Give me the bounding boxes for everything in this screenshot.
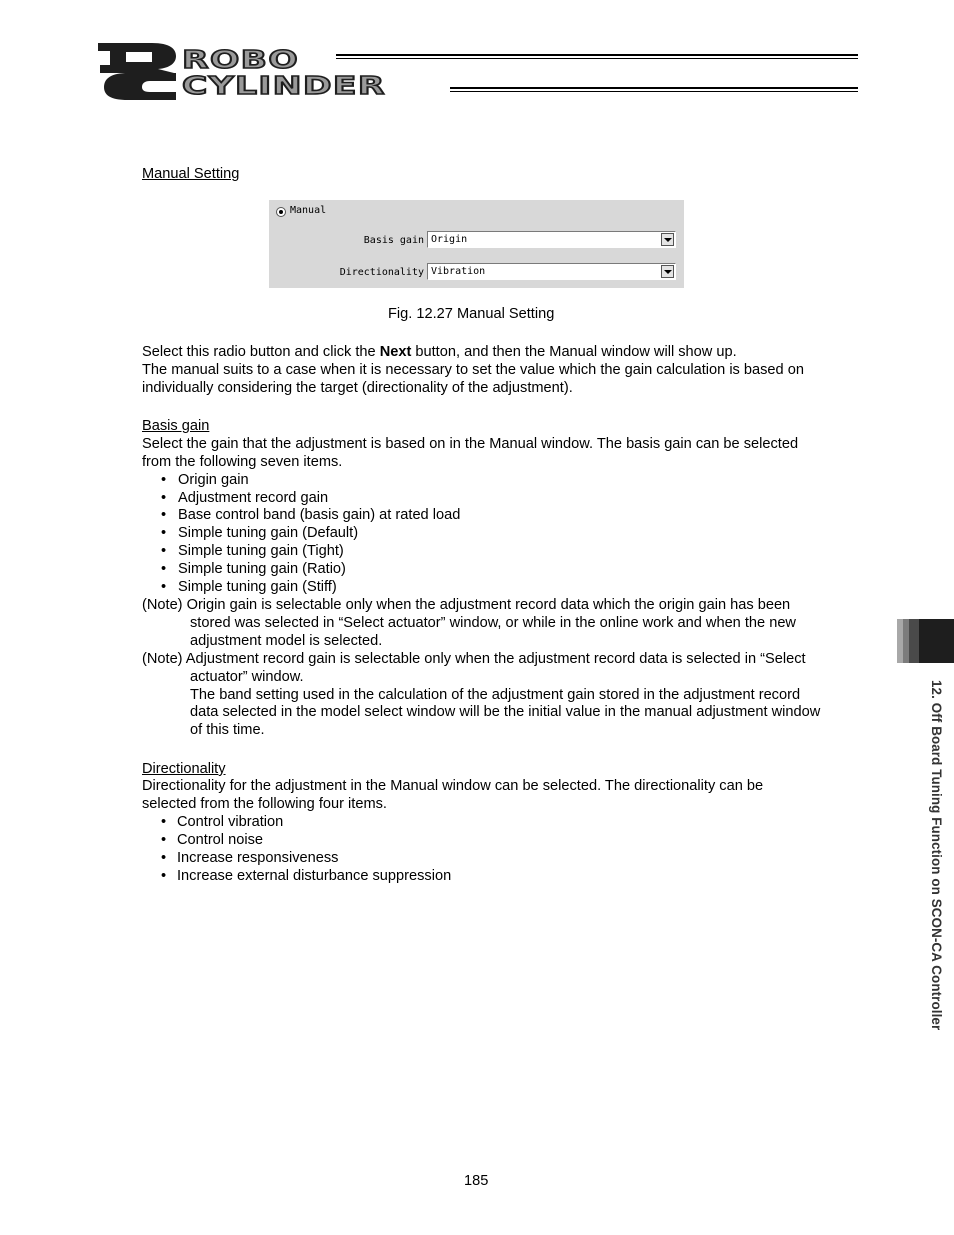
list-item: Base control band (basis gain) at rated load	[178, 507, 461, 523]
list-item: Control noise	[177, 832, 263, 848]
chapter-side-label: 12. Off Board Tuning Function on SCON-CA Controller	[929, 680, 944, 1031]
bullet: •	[161, 561, 167, 577]
bullet: •	[161, 490, 167, 506]
basis-gain-dropdown-icon[interactable]	[661, 233, 674, 246]
manual-setting-heading: Manual Setting	[142, 166, 240, 182]
list-item: Origin gain	[178, 472, 249, 488]
directionality-label: Directionality	[339, 267, 424, 278]
next-bold: Next	[379, 344, 412, 360]
manual-radio-label: Manual	[290, 205, 327, 216]
basis-gain-label: Basis gain	[363, 235, 424, 246]
directionality-intro-line1: Directionality for the adjustment in the Manual window can be selected. The directionality can be	[142, 778, 764, 794]
chapter-tab-block	[919, 619, 954, 663]
directionality-dropdown-icon[interactable]	[661, 265, 674, 278]
manual-paragraph-2-line2: individually considering the target (directionality of the adjustment).	[142, 380, 573, 396]
bullet: •	[161, 507, 167, 523]
bullet: •	[161, 832, 167, 848]
para1-before: Select this radio button and click the	[142, 344, 380, 360]
list-item: Simple tuning gain (Ratio)	[178, 561, 346, 577]
bullet: •	[161, 850, 167, 866]
manual-paragraph-1	[142, 343, 737, 361]
note2-line3: The band setting used in the calculation of the adjustment gain stored in the adjustment record	[190, 687, 801, 703]
basis-gain-select[interactable]	[427, 231, 676, 248]
list-item: Adjustment record gain	[178, 490, 329, 506]
basis-gain-intro-line1: Select the gain that the adjustment is based on in the Manual window. The basis gain can be selected	[142, 436, 799, 452]
manual-setting-figure	[269, 200, 684, 288]
note2-line1: (Note) Adjustment record gain is selectable only when the adjustment record data is selected in “Select	[142, 651, 806, 667]
list-item: Simple tuning gain (Stiff)	[178, 579, 337, 595]
list-item: Increase external disturbance suppression	[177, 868, 452, 884]
list-item: Simple tuning gain (Default)	[178, 525, 359, 541]
directionality-heading: Directionality	[142, 761, 226, 777]
directionality-value: Vibration	[431, 266, 486, 277]
rc-logo-mark	[96, 43, 178, 100]
header-rule-bottom	[450, 87, 858, 89]
robo-cylinder-logo	[96, 43, 858, 103]
figure-caption: Fig. 12.27 Manual Setting	[388, 306, 555, 322]
directionality-select[interactable]	[427, 263, 676, 280]
note2-line5: of this time.	[190, 722, 265, 738]
basis-gain-heading: Basis gain	[142, 418, 210, 434]
bullet: •	[161, 543, 167, 559]
note1-line1: (Note) Origin gain is selectable only when the adjustment record data which the origin gain has been	[142, 597, 791, 613]
para1-after: button, and then the Manual window will show up.	[411, 344, 737, 360]
bullet: •	[161, 814, 167, 830]
note2-line4: data selected in the model select window will be the initial value in the manual adjustment window	[190, 704, 821, 720]
list-item: Control vibration	[177, 814, 284, 830]
brand-robo: ROBO	[182, 45, 300, 74]
bullet: •	[161, 579, 167, 595]
page-number: 185	[464, 1173, 489, 1189]
basis-gain-intro-line2: from the following seven items.	[142, 454, 343, 470]
brand-cylinder: CYLINDER	[182, 71, 386, 100]
bullet: •	[161, 525, 167, 541]
basis-gain-value: Origin	[431, 234, 468, 245]
note1-line2: stored was selected in “Select actuator” window, or while in the online work and when the new	[190, 615, 796, 631]
manual-radio-button[interactable]	[276, 207, 286, 217]
note1-line3: adjustment model is selected.	[190, 633, 383, 649]
header-rule-top	[336, 54, 858, 56]
list-item: Simple tuning gain (Tight)	[178, 543, 344, 559]
chapter-tab-gradient	[897, 619, 919, 663]
directionality-intro-line2: selected from the following four items.	[142, 796, 387, 812]
manual-paragraph-2-line1: The manual suits to a case when it is necessary to set the value which the gain calculation is based on	[142, 362, 804, 378]
bullet: •	[161, 868, 167, 884]
bullet: •	[161, 472, 167, 488]
note2-line2: actuator” window.	[190, 669, 304, 685]
list-item: Increase responsiveness	[177, 850, 339, 866]
